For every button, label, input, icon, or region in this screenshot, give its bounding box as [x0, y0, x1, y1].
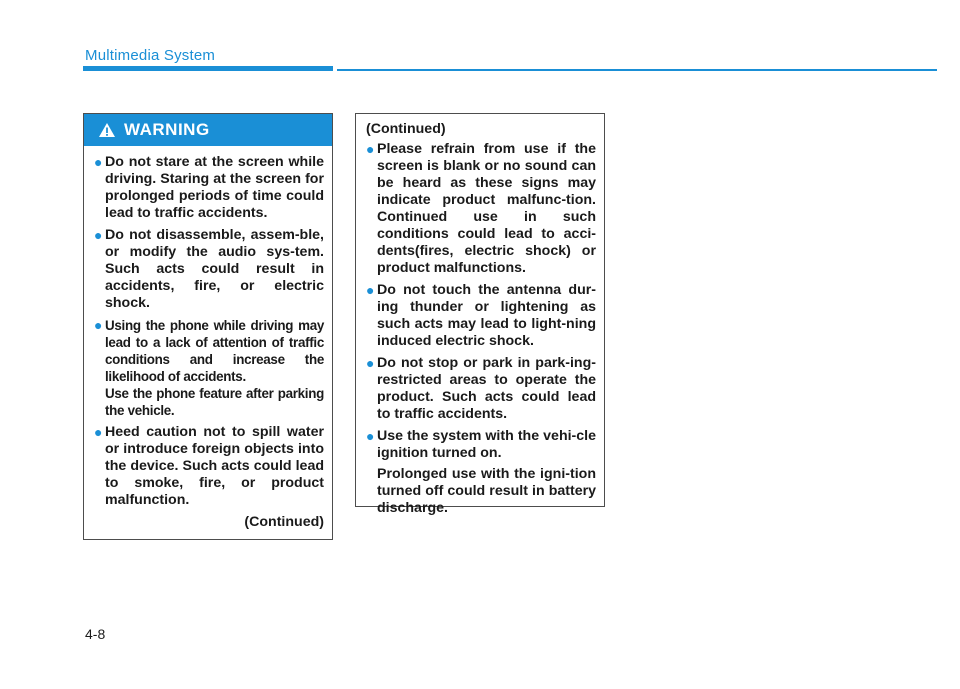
list-item: ● Heed caution not to spill water or introduce foreign objects into the device. Such acts could lead to smoke, fire, or product malfunction.: [94, 424, 324, 508]
bullet-icon: ●: [94, 424, 103, 440]
list-item: ● Do not disassemble, assem-ble, or modify the audio sys-tem. Such acts could result in accidents, fire, or electric shock.: [94, 227, 324, 311]
bullet-icon: ●: [366, 428, 375, 444]
continued-header: (Continued): [366, 121, 446, 137]
list-item: ● Use the system with the vehi-cle ignition turned on. Prolonged use with the igni-tion turned off could result in battery discharge.: [366, 428, 596, 516]
bullet-icon: ●: [94, 317, 103, 333]
continued-label: (Continued): [244, 514, 324, 530]
warning-box: [83, 113, 333, 540]
page-number: 4-8: [85, 626, 106, 642]
list-item: ● Using the phone while driving may lead to a lack of attention of traffic conditions and increase the likelihood of accidents. Use the phone feature after parking the vehicle.: [94, 317, 324, 418]
list-item: ● Do not touch the antenna dur-ing thunder or lightening as such acts may lead to light-ning induced electric shock.: [366, 282, 596, 349]
header-rule-thick: [83, 66, 333, 71]
bullet-icon: ●: [94, 227, 103, 243]
warning-triangle-icon: [98, 122, 116, 138]
list-item: ● Do not stare at the screen while driving. Staring at the screen for prolonged periods of time could lead to traffic accidents.: [94, 154, 324, 221]
list-item: ● Do not stop or park in park-ing-restricted areas to operate the product. Such acts could lead to traffic accidents.: [366, 355, 596, 422]
warning-header: [84, 114, 332, 146]
section-title: Multimedia System: [85, 47, 216, 64]
bullet-icon: ●: [366, 282, 375, 298]
continued-box: [355, 113, 605, 516]
list-item: ● Please refrain from use if the screen is blank or no sound can be heard as these signs may indicate product malfunc-tion. Continued use in such conditions could lead to acci-dents(fires, electric shock) or product malfunctions.: [366, 141, 596, 276]
bullet-icon: ●: [366, 141, 375, 157]
bullet-icon: ●: [366, 355, 375, 371]
header-rule-thin: [337, 69, 937, 71]
warning-title: WARNING: [124, 120, 210, 139]
bullet-icon: ●: [94, 154, 103, 170]
